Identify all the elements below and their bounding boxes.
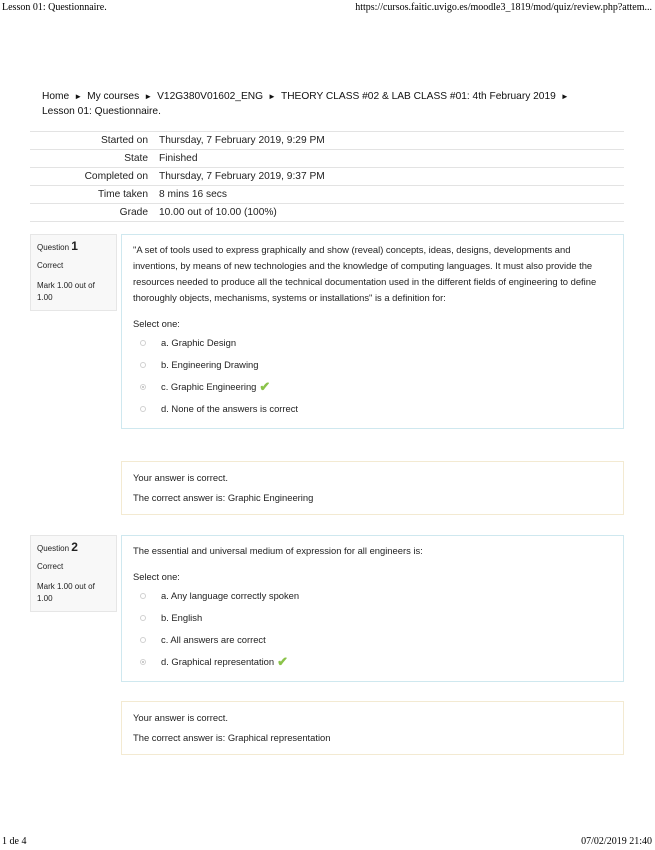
radio-button-checked[interactable] — [140, 659, 146, 665]
summary-row-state — [30, 150, 624, 168]
select-one-prompt: Select one: — [133, 571, 180, 582]
print-page-number: 1 de 4 — [2, 836, 27, 847]
answer-label: c. All answers are correct — [161, 634, 266, 645]
question-status: Correct — [37, 261, 64, 270]
summary-row-grade — [30, 204, 624, 222]
answer-label: a. Any language correctly spoken — [161, 590, 300, 601]
question-status: Correct — [37, 562, 64, 571]
question-1-feedback — [121, 461, 624, 515]
question-number — [37, 541, 111, 555]
answer-option[interactable] — [133, 354, 613, 376]
breadcrumb-section[interactable]: THEORY CLASS #02 & LAB CLASS #01: 4th February 2019 — [280, 91, 556, 102]
summary-value: Finished — [159, 150, 624, 168]
answer-option[interactable] — [133, 398, 613, 420]
answer-label: b. English — [161, 612, 203, 623]
summary-row-time-taken — [30, 186, 624, 204]
summary-value: Thursday, 7 February 2019, 9:37 PM — [159, 168, 624, 186]
answer-option[interactable] — [133, 607, 613, 629]
radio-button[interactable] — [140, 340, 146, 346]
summary-label: Started on — [30, 132, 159, 150]
summary-row-completed — [30, 168, 624, 186]
question-1-info — [30, 234, 117, 311]
radio-button-checked[interactable] — [140, 384, 146, 390]
answer-option[interactable] — [133, 629, 613, 651]
radio-button[interactable] — [140, 615, 146, 621]
print-datetime: 07/02/2019 21:40 — [581, 836, 652, 847]
breadcrumb-my-courses[interactable]: My courses — [87, 91, 140, 102]
radio-button[interactable] — [140, 637, 146, 643]
summary-label: Time taken — [30, 186, 159, 204]
summary-label: Grade — [30, 204, 159, 222]
radio-button[interactable] — [140, 593, 146, 599]
question-mark: Mark 1.00 out of 1.00 — [37, 281, 95, 302]
question-number-value: 1 — [71, 239, 78, 253]
summary-value: Thursday, 7 February 2019, 9:29 PM — [159, 132, 624, 150]
select-one-prompt: Select one: — [133, 318, 180, 329]
question-1-content — [121, 234, 624, 429]
checkmark-icon: ✔ — [259, 379, 271, 394]
breadcrumb-separator-icon: ► — [144, 92, 153, 101]
feedback-correct-answer: The correct answer is: Graphic Engineering — [133, 492, 314, 503]
feedback-result: Your answer is correct. — [133, 472, 229, 483]
radio-button[interactable] — [140, 362, 146, 368]
breadcrumb-separator-icon: ► — [268, 92, 276, 101]
breadcrumb-current[interactable]: Lesson 01: Questionnaire. — [42, 106, 161, 117]
answer-option[interactable] — [133, 332, 613, 354]
breadcrumb-home[interactable]: Home — [42, 91, 70, 102]
breadcrumb-separator-icon: ► — [560, 92, 569, 101]
breadcrumb-separator-icon: ► — [74, 92, 83, 101]
breadcrumb-course[interactable]: V12G380V01602_ENG — [157, 91, 264, 102]
question-number — [37, 240, 111, 254]
answer-option-selected[interactable] — [133, 651, 613, 673]
breadcrumb — [42, 89, 622, 119]
answer-option-selected[interactable] — [133, 376, 613, 398]
print-page-title: Lesson 01: Questionnaire. — [2, 2, 107, 13]
question-label: Question — [37, 243, 70, 252]
attempt-summary-table — [30, 131, 624, 222]
summary-value: 10.00 out of 10.00 (100%) — [159, 204, 624, 222]
answer-label: d. Graphical representation — [161, 656, 275, 667]
summary-value: 8 mins 16 secs — [159, 186, 624, 204]
answer-label: a. Graphic Design — [161, 337, 237, 348]
question-text: "A set of tools used to express graphically and show (reveal) concepts, ideas, designs, developments and inventions, by means of new technologies and the knowledge of computing languages. It must also provide the resources needed to produce all the technical documentation used in the different fields of engineering to define thoroughly objects, mechanisms, systems or installations" is a definition for: — [133, 244, 597, 303]
question-2-feedback — [121, 701, 624, 755]
summary-label: Completed on — [30, 168, 159, 186]
print-header — [0, 2, 655, 16]
question-label: Question — [37, 544, 70, 553]
summary-row-started — [30, 132, 624, 150]
checkmark-icon: ✔ — [277, 654, 288, 669]
summary-label: State — [30, 150, 159, 168]
question-number-value: 2 — [71, 540, 78, 554]
feedback-correct-answer: The correct answer is: Graphical representation — [133, 732, 331, 743]
answer-label: b. Engineering Drawing — [161, 359, 259, 370]
answer-label: c. Graphic Engineering — [161, 381, 257, 392]
answer-option[interactable] — [133, 585, 613, 607]
feedback-result: Your answer is correct. — [133, 712, 229, 723]
question-2-content — [121, 535, 624, 682]
question-mark: Mark 1.00 out of 1.00 — [37, 582, 95, 603]
print-page-url: https://cursos.faitic.uvigo.es/moodle3_1819/mod/quiz/review.php?attem... — [355, 2, 652, 13]
question-text: The essential and universal medium of expression for all engineers is: — [133, 545, 423, 556]
radio-button[interactable] — [140, 406, 146, 412]
question-2-info — [30, 535, 117, 612]
answer-label: d. None of the answers is correct — [161, 403, 299, 414]
